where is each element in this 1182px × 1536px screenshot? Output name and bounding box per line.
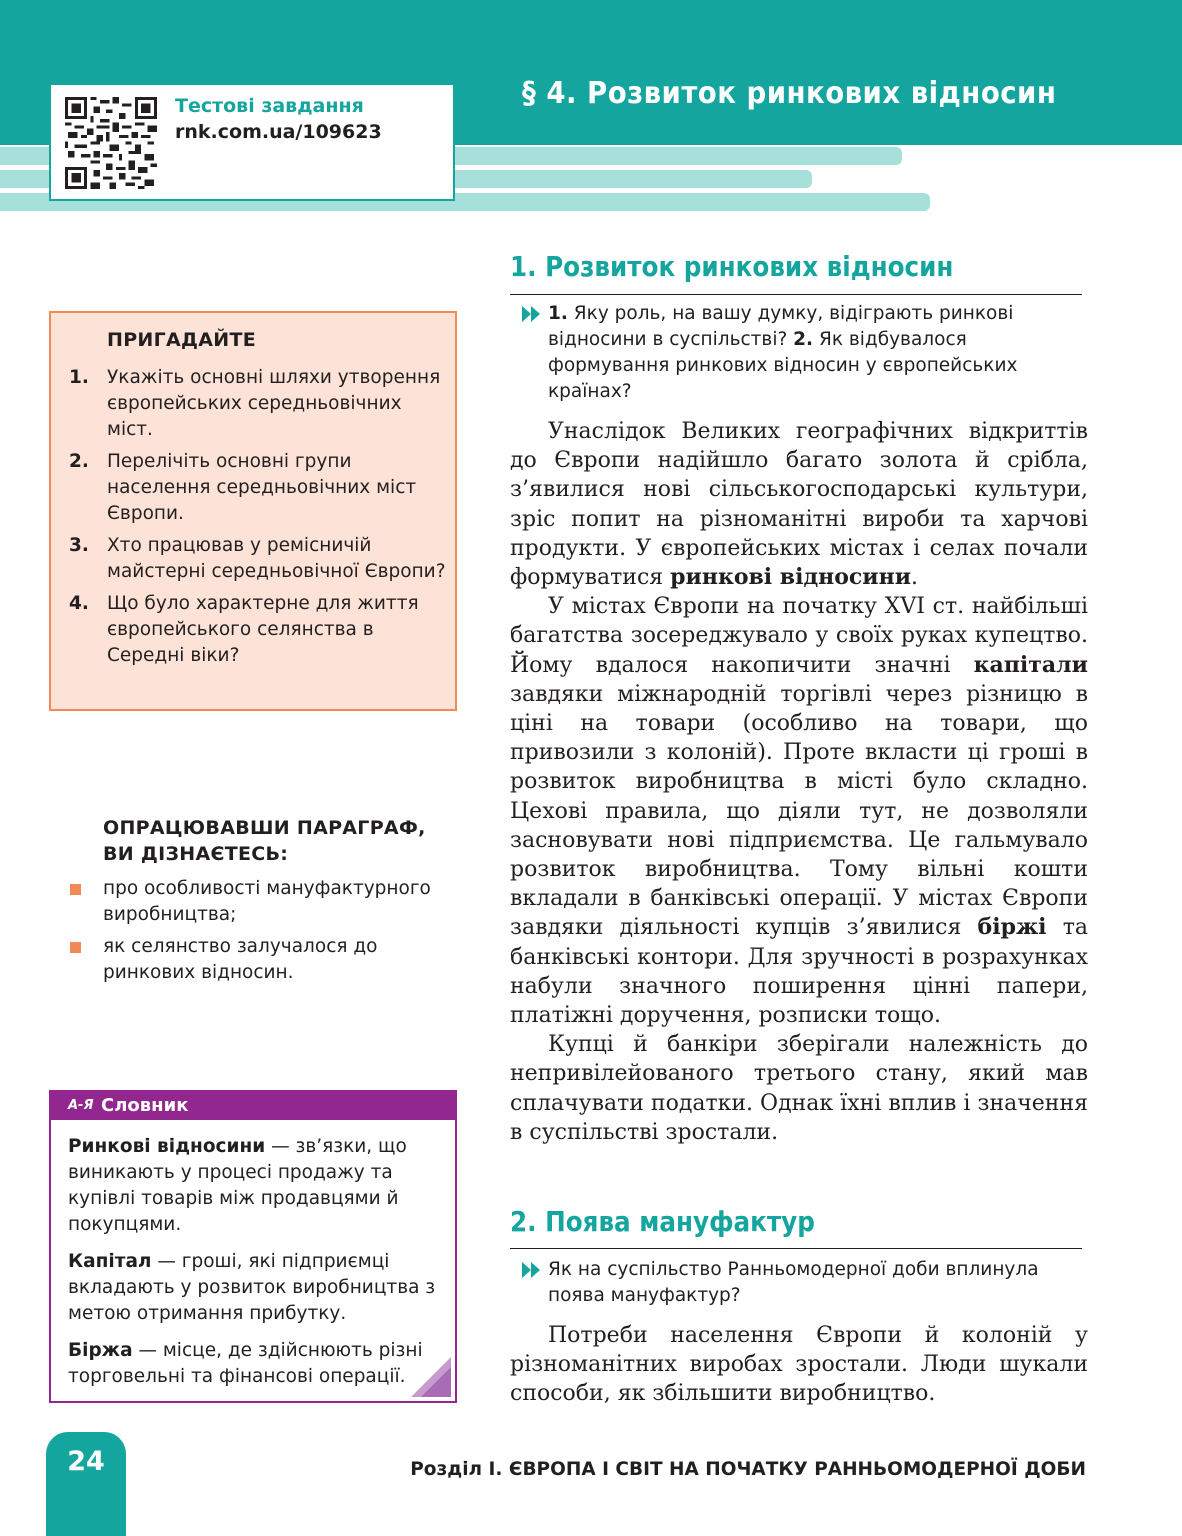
glossary-body <box>68 1134 438 1401</box>
glossary-definition: — зв’язки, що виникають у процесі продажу та купівлі товарів між продавцями й покупцями. <box>68 1136 407 1235</box>
tests-link[interactable]: rnk.com.ua/109623 <box>175 121 382 143</box>
item-number: 3. <box>69 535 89 556</box>
bullet-square-icon <box>70 942 81 953</box>
section-2-question <box>522 1257 1082 1309</box>
learn-list <box>68 876 448 992</box>
glossary-term: Капітал <box>68 1251 152 1272</box>
page-number-tab <box>46 1432 126 1536</box>
learn-title-line: ВИ ДІЗНАЄТЕСЬ: <box>103 843 289 865</box>
text-run: завдяки міжнародній торгівлі через різницю в ціні на товари (особливо на товари, що привозили з колоній). Проте вкласти ці гроші в розвиток виробництва в місті було складно. Цехові правила, що діяли тут, не дозволяли засновувати нові підприємства. Це гальмувало розвиток виробництва. Тому вільні кошти вкладали в банківські операції. У містах Європи завдяки діяльності купців з’явилися <box>510 681 1088 941</box>
question-number: 2. <box>793 329 814 350</box>
text-run: Унаслідок Великих географічних відкриттів до Європи надійшло багато золота й срібла, з’явилися нові сільськогосподарські культури, зріс попит на різноманітні вироби та харчові продукти. У європейських містах і селах почали формуватися <box>510 419 1088 591</box>
key-term: біржі <box>977 914 1047 941</box>
item-number: 1. <box>69 367 89 388</box>
double-arrow-icon <box>522 306 542 322</box>
section-divider <box>510 294 1082 295</box>
key-term: ринкові відносини <box>670 564 912 591</box>
section-divider <box>510 1248 1082 1249</box>
text-run: У містах Європи на початку XVI ст. найбільші багатства зосереджувало у своїх руках купецтво. Йому вдалося накопичити значні <box>510 594 1088 678</box>
dictionary-icon: А-Я <box>68 1098 94 1113</box>
section-1-title: 1. Розвиток ринкових відносин <box>510 250 954 283</box>
glossary-entry <box>68 1249 438 1327</box>
list-item <box>69 591 449 669</box>
paragraph-title: § 4. Розвиток ринкових відносин <box>522 76 1057 111</box>
question-text-part: Як відбувалося формування ринкових відносин у європейських країнах? <box>548 329 1018 402</box>
glossary-entry <box>68 1338 438 1390</box>
glossary-definition: — місце, де здійснюють різні торговельні та фінансові операції. <box>68 1340 423 1387</box>
qr-code-icon[interactable] <box>65 97 157 189</box>
section-1-body <box>510 417 1088 1147</box>
item-text: Що було характерне для життя європейського селянства в Середні віки? <box>107 593 419 666</box>
item-text: Перелічіть основні групи населення середньовічних міст Європи. <box>107 451 417 524</box>
question-text: Як на суспільство Ранньомодерної доби вплинула поява мануфактур? <box>548 1259 1039 1306</box>
question-number: 1. <box>548 303 568 324</box>
page-corner-icon <box>411 1357 451 1397</box>
text-run: та банківські контори. Для зручності в розрахунках набули значного поширення цінні папери, платіжні доручення, розписки тощо. <box>510 915 1088 1029</box>
text-run: . <box>911 565 919 591</box>
item-text: Хто працював у ремісничій майстерні середньовічної Європи? <box>107 535 446 582</box>
bullet-square-icon <box>70 884 81 895</box>
section-2-body <box>510 1321 1088 1409</box>
page-number: 24 <box>67 1446 105 1477</box>
recall-box <box>49 311 457 711</box>
chapter-footer: Розділ І. ЄВРОПА І СВІТ НА ПОЧАТКУ РАННЬОМОДЕРНОЇ ДОБИ <box>410 1459 1086 1480</box>
tests-label: Тестові завдання <box>175 95 364 117</box>
glossary-definition: — гроші, які підприємці вкладають у розвиток виробництва з метою отримання прибутку. <box>68 1251 436 1324</box>
list-item <box>68 934 448 986</box>
glossary-header <box>51 1092 455 1120</box>
paragraph: Потреби населення Європи й колоній у різноманітних виробах зростали. Люди шукали способи, як збільшити виробництво. <box>510 1323 1088 1407</box>
list-item <box>69 365 449 443</box>
item-number: 4. <box>69 593 89 614</box>
glossary-title: Словник <box>101 1095 189 1116</box>
item-number: 2. <box>69 451 89 472</box>
glossary-box <box>49 1090 457 1403</box>
question-text-part: Яку роль, на вашу думку, відіграють ринкові відносини в суспільстві? <box>548 303 1014 350</box>
recall-title: ПРИГАДАЙТЕ <box>107 329 257 351</box>
section-1-question <box>522 301 1082 405</box>
item-text: як селянство залучалося до ринкових відносин. <box>103 936 378 983</box>
glossary-term: Ринкові відносини <box>68 1136 266 1157</box>
tests-card[interactable] <box>49 83 455 201</box>
learn-title <box>103 815 426 867</box>
item-text: про особливості мануфактурного виробництва; <box>103 878 431 925</box>
paragraph <box>510 592 1088 1030</box>
list-item <box>68 876 448 928</box>
glossary-entry <box>68 1134 438 1238</box>
question-text <box>522 301 1082 405</box>
glossary-term: Біржа <box>68 1340 133 1361</box>
list-item <box>69 533 449 585</box>
learn-title-line: ОПРАЦЮВАВШИ ПАРАГРАФ, <box>103 817 426 839</box>
double-arrow-icon <box>522 1262 542 1278</box>
key-term: капітали <box>973 651 1088 678</box>
paragraph <box>510 417 1088 592</box>
list-item <box>69 449 449 527</box>
section-2-title: 2. Поява мануфактур <box>510 1205 815 1238</box>
recall-list <box>69 365 449 675</box>
item-text: Укажіть основні шляхи утворення європейських середньовічних міст. <box>107 367 441 440</box>
paragraph: Купці й банкіри зберігали належність до непривілейованого третього стану, який мав сплачувати податки. Однак їхні вплив і значення в суспільстві зростали. <box>510 1032 1088 1145</box>
